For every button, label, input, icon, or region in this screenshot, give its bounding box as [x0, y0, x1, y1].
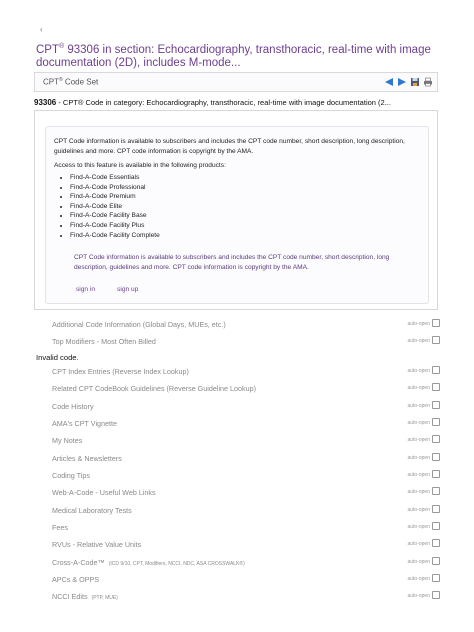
auto-open-checkbox[interactable] — [432, 319, 440, 327]
product-item: • Find-A-Code Essentials — [70, 173, 160, 183]
product-item: • Find-A-Code Facility Plus — [70, 221, 160, 231]
auto-open-checkbox[interactable] — [432, 453, 440, 461]
auto-open-label: auto-open — [407, 321, 430, 327]
auto-open-label: auto-open — [407, 420, 430, 426]
section-label: CPT Index Entries (Reverse Index Lookup) — [52, 367, 189, 376]
section-sublabel: (ICD 9/10, CPT, Modifiers, NCCI, NDC, ASA CROSSWALK®) — [108, 561, 245, 567]
auto-open-label: auto-open — [407, 541, 430, 547]
auto-open-checkbox[interactable] — [432, 435, 440, 443]
code-set-bar — [34, 72, 438, 92]
section-cross-a-code[interactable] — [50, 556, 440, 570]
product-item: • Find-A-Code Facility Complete — [70, 231, 160, 241]
section-my-notes[interactable] — [50, 434, 440, 448]
page-title: CPT® 93306 in section: Echocardiography, transthoracic, real-time with image documentation (2D), includes M-mode... — [36, 43, 431, 69]
section-top-modifiers[interactable] — [50, 335, 440, 349]
code-info-panel — [34, 110, 438, 310]
arrow-right-icon[interactable] — [396, 76, 407, 87]
section-label: NCCI Edits (PTP, MUE) — [52, 592, 118, 601]
auto-open-label: auto-open — [407, 472, 430, 478]
section-cpt-index-entries[interactable] — [50, 365, 440, 379]
section-label: My Notes — [52, 436, 83, 445]
auto-open-label: auto-open — [407, 455, 430, 461]
subscriber-notice — [45, 126, 429, 304]
auto-open-label: auto-open — [407, 338, 430, 344]
section-label: APCs & OPPS — [52, 575, 100, 584]
section-web-a-code[interactable] — [50, 486, 440, 500]
auto-open-label: auto-open — [407, 524, 430, 530]
arrow-left-icon[interactable] — [383, 76, 394, 87]
section-label: Medical Laboratory Tests — [52, 506, 132, 515]
code-number: 93306 — [34, 98, 57, 107]
access-text: Access to this feature is available in the following products: — [54, 162, 226, 169]
section-fees[interactable] — [50, 521, 440, 535]
invalid-code-message: Invalid code. — [36, 353, 79, 362]
auto-open-checkbox[interactable] — [432, 557, 440, 565]
sign-up-link[interactable]: sign up — [117, 286, 139, 293]
auto-open-checkbox[interactable] — [432, 539, 440, 547]
section-label: RVUs - Relative Value Units — [52, 540, 142, 549]
auto-open-checkbox[interactable] — [432, 366, 440, 374]
section-label: Related CPT CodeBook Guidelines (Reverse Guideline Lookup) — [52, 384, 257, 393]
product-list — [70, 173, 160, 240]
product-item: • Find-A-Code Facility Base — [70, 211, 160, 221]
section-coding-tips[interactable] — [50, 469, 440, 483]
auto-open-checkbox[interactable] — [432, 470, 440, 478]
auto-open-checkbox[interactable] — [432, 522, 440, 530]
section-ama-vignette[interactable] — [50, 417, 440, 431]
section-label: Fees — [52, 523, 68, 532]
auto-open-checkbox[interactable] — [432, 418, 440, 426]
section-sublabel: (PTP, MUE) — [91, 595, 118, 601]
product-item: • Find-A-Code Professional — [70, 183, 160, 193]
auto-open-label: auto-open — [407, 507, 430, 513]
section-ncci-edits[interactable] — [50, 590, 440, 604]
auto-open-label: auto-open — [407, 403, 430, 409]
section-label: Coding Tips — [52, 471, 90, 480]
auto-open-label: auto-open — [407, 385, 430, 391]
auto-open-checkbox[interactable] — [432, 487, 440, 495]
print-icon[interactable] — [422, 76, 433, 87]
subscriber-info-text-secondary: CPT Code information is available to subscribers and includes the CPT code number, short description, long description, guidelines and more. CPT code information is copyright by the AMA. — [74, 254, 390, 271]
code-set-toolbar — [383, 76, 433, 87]
section-label: Additional Code Information (Global Days, MUEs, etc.) — [52, 320, 226, 329]
section-label: Cross-A-Code™ (ICD 9/10, CPT, Modifiers, NCCI, NDC, ASA CROSSWALK®) — [52, 558, 245, 567]
section-label: AMA's CPT Vignette — [52, 419, 118, 428]
auto-open-checkbox[interactable] — [432, 401, 440, 409]
auto-open-label: auto-open — [407, 593, 430, 599]
section-related-guidelines[interactable] — [50, 382, 440, 396]
auto-open-checkbox[interactable] — [432, 591, 440, 599]
section-rvus[interactable] — [50, 538, 440, 552]
auto-open-checkbox[interactable] — [432, 383, 440, 391]
section-label: Articles & Newsletters — [52, 454, 122, 463]
auto-open-label: auto-open — [407, 489, 430, 495]
code-set-label: CPT® Code Set — [43, 77, 99, 87]
product-item: • Find-A-Code Premium — [70, 192, 160, 202]
section-label: Code History — [52, 402, 94, 411]
section-medical-lab-tests[interactable] — [50, 504, 440, 518]
auth-links — [76, 286, 138, 293]
auto-open-checkbox[interactable] — [432, 574, 440, 582]
section-articles-newsletters[interactable] — [50, 452, 440, 466]
auto-open-checkbox[interactable] — [432, 336, 440, 344]
section-apcs-opps[interactable] — [50, 573, 440, 587]
section-label: Top Modifiers - Most Often Billed — [52, 337, 156, 346]
section-additional-code-info[interactable] — [50, 318, 440, 332]
subscriber-info-text: CPT Code information is available to subscribers and includes the CPT code number, short description, long description, guidelines and more. CPT code information is copyright by the AMA. — [54, 138, 405, 155]
sign-in-link[interactable]: sign in — [76, 286, 96, 293]
auto-open-label: auto-open — [407, 368, 430, 374]
save-icon[interactable] — [409, 76, 420, 87]
auto-open-checkbox[interactable] — [432, 505, 440, 513]
code-header: 93306 - CPT® Code in category: Echocardiography, transthoracic, real-time with image documentation (2... — [34, 98, 391, 107]
back-icon[interactable]: ‹ — [40, 25, 43, 34]
section-code-history[interactable] — [50, 400, 440, 414]
product-item: • Find-A-Code Elite — [70, 202, 160, 212]
auto-open-label: auto-open — [407, 576, 430, 582]
auto-open-label: auto-open — [407, 559, 430, 565]
auto-open-label: auto-open — [407, 437, 430, 443]
section-label: Web-A-Code - Useful Web Links — [52, 488, 156, 497]
